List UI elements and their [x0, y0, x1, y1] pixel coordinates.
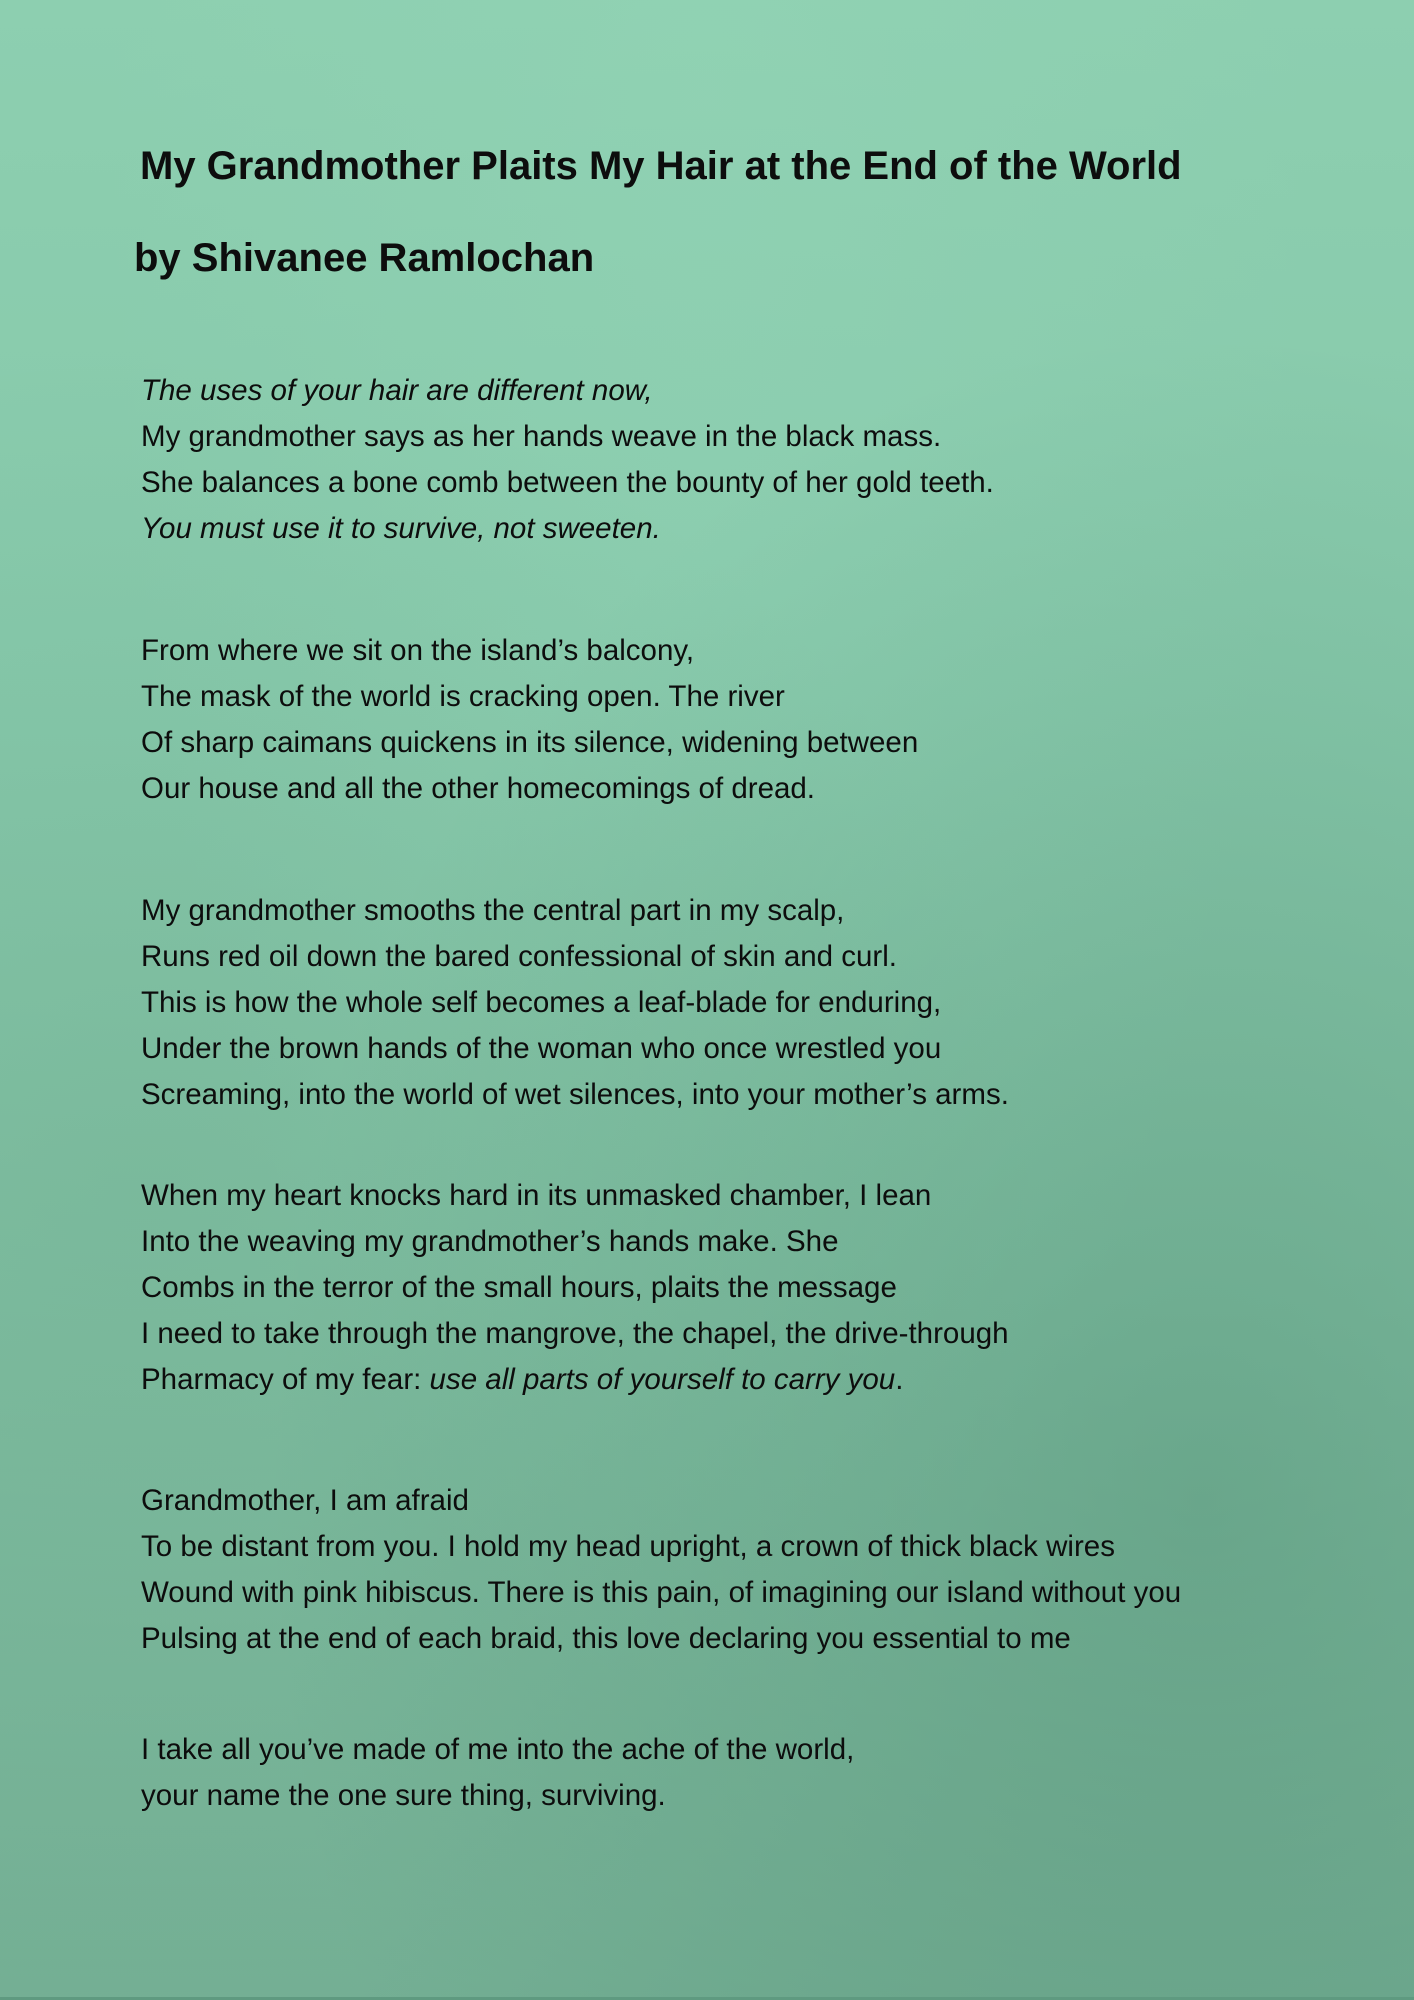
poem-line: Combs in the terror of the small hours, plaits the message: [141, 1271, 897, 1304]
poem-line: The uses of your hair are different now,: [141, 374, 653, 407]
stanza-1: [141, 368, 994, 552]
poem-line: Runs red oil down the bared confessional of skin and curl.: [141, 940, 897, 973]
poem-title: My Grandmother Plaits My Hair at the End of the World: [140, 144, 1182, 188]
poem-line: You must use it to survive, not sweeten.: [141, 512, 661, 545]
poem-line: I need to take through the mangrove, the chapel, the drive-through: [141, 1317, 1009, 1350]
poem-line: The mask of the world is cracking open. The river: [141, 680, 785, 713]
poem-line: Under the brown hands of the woman who once wrestled you: [141, 1032, 942, 1065]
poem-line: Wound with pink hibiscus. There is this pain, of imagining our island without you: [141, 1576, 1182, 1609]
line-text: .: [895, 1363, 904, 1396]
poem-line: Pulsing at the end of each braid, this love declaring you essential to me: [141, 1622, 1071, 1655]
poem-line: Of sharp caimans quickens in its silence, widening between: [141, 726, 919, 759]
stanza-6: [141, 1727, 854, 1819]
italic-emphasis: use all parts of yourself to carry you: [429, 1363, 896, 1396]
poem-line: From where we sit on the island’s balcony,: [141, 634, 695, 667]
stanza-4: [141, 1173, 1009, 1403]
line-text: Pharmacy of my fear:: [141, 1363, 430, 1396]
poem-line: [141, 1357, 1009, 1403]
poem-line: Screaming, into the world of wet silences, into your mother’s arms.: [141, 1078, 1009, 1111]
poem-line: My grandmother smooths the central part in my scalp,: [141, 894, 845, 927]
poem-line: My grandmother says as her hands weave in the black mass.: [141, 420, 942, 453]
stanza-2: [141, 628, 918, 812]
poem-line: Our house and all the other homecomings of dread.: [141, 772, 815, 805]
poem-line: This is how the whole self becomes a leaf-blade for enduring,: [141, 986, 942, 1019]
poem-line: Into the weaving my grandmother’s hands make. She: [141, 1225, 839, 1258]
poem-line: Grandmother, I am afraid: [141, 1484, 469, 1517]
poem-line: She balances a bone comb between the bounty of her gold teeth.: [141, 466, 994, 499]
poem-line: To be distant from you. I hold my head upright, a crown of thick black wires: [141, 1530, 1115, 1563]
poem-author: by Shivanee Ramlochan: [134, 236, 595, 280]
poem-line: I take all you’ve made of me into the ache of the world,: [141, 1733, 855, 1766]
poem-line: When my heart knocks hard in its unmasked chamber, I lean: [141, 1179, 932, 1212]
stanza-3: [141, 888, 1009, 1118]
stanza-5: [141, 1478, 1181, 1662]
poem-line: your name the one sure thing, surviving.: [141, 1779, 666, 1812]
